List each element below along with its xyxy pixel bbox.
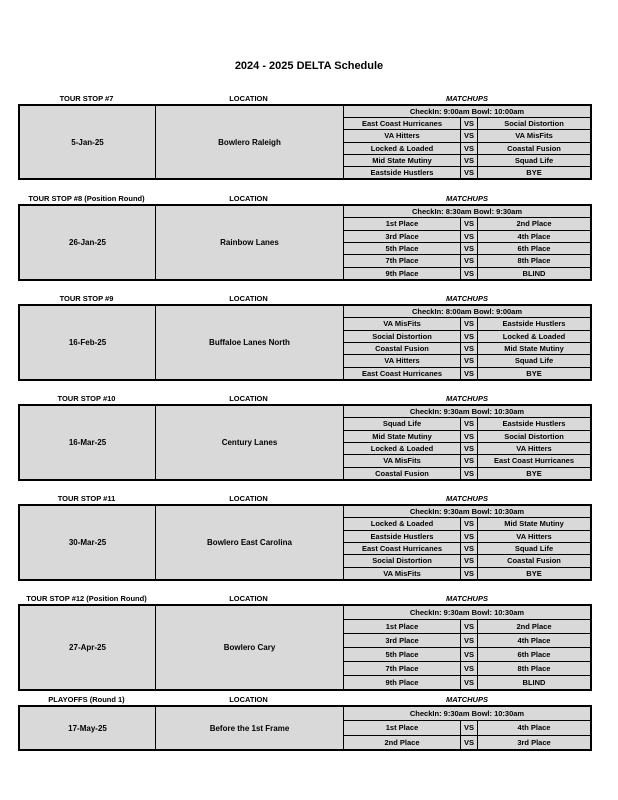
team-a: 1st Place — [344, 218, 461, 229]
vs-label: VS — [461, 721, 478, 734]
vs-label: VS — [461, 543, 478, 554]
location-cell: Buffaloe Lanes North — [156, 306, 344, 379]
tour-stop-section — [18, 494, 592, 581]
vs-label: VS — [461, 318, 478, 329]
vs-label: VS — [461, 368, 478, 379]
tour-stop-label: PLAYOFFS (Round 1) — [48, 695, 125, 704]
matchup-row — [344, 343, 590, 355]
team-b: East Coast Hurricanes — [493, 456, 575, 466]
date-cell: 17-May-25 — [20, 707, 156, 749]
vs-label: VS — [461, 130, 478, 141]
tour-stop-section — [18, 294, 592, 381]
matchups-header: MATCHUPS — [446, 394, 488, 403]
location-cell: Bowlero Cary — [156, 606, 344, 689]
team-b: Squad Life — [514, 356, 554, 366]
vs-label: VS — [461, 143, 478, 154]
team-a: Locked & Loaded — [344, 443, 461, 454]
team-b: Coastal Fusion — [507, 556, 561, 566]
team-a: 5th Place — [344, 243, 461, 254]
matchups-column — [344, 106, 590, 178]
team-a: 3rd Place — [344, 231, 461, 242]
team-a: 7th Place — [344, 255, 461, 266]
date-cell: 30-Mar-25 — [20, 506, 156, 579]
vs-label: VS — [461, 676, 478, 689]
team-b: Coastal Fusion — [507, 143, 561, 153]
team-b: Squad Life — [514, 544, 554, 554]
schedule-table — [18, 604, 592, 691]
vs-label: VS — [461, 468, 478, 479]
vs-label: VS — [461, 736, 478, 749]
matchups-column — [344, 606, 590, 689]
team-a: Mid State Mutiny — [344, 155, 461, 166]
vs-label: VS — [461, 118, 478, 129]
matchups-header: MATCHUPS — [446, 494, 488, 503]
matchup-row — [344, 368, 590, 379]
matchups-header: MATCHUPS — [446, 94, 488, 103]
tour-stop-label: TOUR STOP #11 — [57, 494, 116, 503]
checkin-row: CheckIn: 9:30am Bowl: 10:30am — [344, 606, 590, 620]
vs-label: VS — [461, 431, 478, 442]
team-b: BYE — [526, 468, 542, 478]
team-a: 1st Place — [344, 721, 461, 734]
team-b: BYE — [526, 368, 542, 378]
team-b: 4th Place — [517, 723, 551, 733]
matchups-column — [344, 206, 590, 279]
section-header — [18, 94, 592, 104]
schedule-table — [18, 404, 592, 481]
team-b: 2nd Place — [516, 219, 552, 229]
team-b: Mid State Mutiny — [504, 519, 564, 529]
location-cell: Century Lanes — [156, 406, 344, 479]
checkin-row: CheckIn: 8:00am Bowl: 9:00am — [344, 306, 590, 318]
team-a: Social Distortion — [344, 555, 461, 566]
location-header: LOCATION — [229, 695, 268, 704]
vs-label: VS — [461, 231, 478, 242]
checkin-row: CheckIn: 9:30am Bowl: 10:30am — [344, 506, 590, 518]
location-header: LOCATION — [229, 594, 268, 603]
team-a: 7th Place — [344, 662, 461, 675]
tour-stop-label: TOUR STOP #8 (Position Round) — [28, 194, 145, 203]
matchup-row — [344, 355, 590, 367]
matchup-row — [344, 268, 590, 279]
team-b: VA Hitters — [516, 531, 552, 541]
team-b: BLIND — [522, 678, 546, 687]
checkin-row: CheckIn: 8:30am Bowl: 9:30am — [344, 206, 590, 218]
vs-label: VS — [461, 634, 478, 647]
team-a: 9th Place — [344, 676, 461, 689]
matchup-row — [344, 518, 590, 530]
matchup-row — [344, 468, 590, 479]
section-header — [18, 695, 592, 705]
team-a: East Coast Hurricanes — [344, 118, 461, 129]
team-b: BLIND — [522, 268, 546, 278]
matchup-row — [344, 155, 590, 167]
tour-stop-section — [18, 194, 592, 281]
tour-stop-label: TOUR STOP #12 (Position Round) — [26, 594, 147, 603]
matchups-header: MATCHUPS — [446, 294, 488, 303]
team-a: 1st Place — [344, 620, 461, 633]
date-cell: 26-Jan-25 — [20, 206, 156, 279]
team-a: Eastside Hustlers — [344, 167, 461, 178]
vs-label: VS — [461, 243, 478, 254]
matchup-row — [344, 555, 590, 567]
team-a: Eastside Hustlers — [344, 531, 461, 542]
team-b: 4th Place — [517, 231, 551, 241]
team-a: VA MisFits — [344, 455, 461, 466]
vs-label: VS — [461, 620, 478, 633]
matchup-row — [344, 568, 590, 579]
team-a: Squad Life — [344, 418, 461, 429]
date-cell: 27-Apr-25 — [20, 606, 156, 689]
tour-stop-section — [18, 394, 592, 481]
vs-label: VS — [461, 218, 478, 229]
vs-label: VS — [461, 355, 478, 366]
matchups-column — [344, 406, 590, 479]
team-b: 8th Place — [517, 256, 551, 266]
matchup-row — [344, 455, 590, 467]
page-title: 2024 - 2025 DELTA Schedule — [234, 60, 384, 72]
team-b: 4th Place — [517, 636, 551, 645]
matchup-row — [344, 243, 590, 255]
checkin-row: CheckIn: 9:00am Bowl: 10:00am — [344, 106, 590, 118]
location-cell: Rainbow Lanes — [156, 206, 344, 279]
vs-label: VS — [461, 255, 478, 266]
matchup-row — [344, 543, 590, 555]
schedule-table — [18, 504, 592, 581]
date-cell: 16-Mar-25 — [20, 406, 156, 479]
team-a: Mid State Mutiny — [344, 431, 461, 442]
team-b: VA MisFits — [515, 131, 553, 141]
matchup-row — [344, 118, 590, 130]
team-b: Mid State Mutiny — [504, 344, 564, 354]
matchup-row — [344, 648, 590, 662]
team-b: VA Hitters — [516, 444, 552, 454]
vs-label: VS — [461, 268, 478, 279]
date-cell: 16-Feb-25 — [20, 306, 156, 379]
section-header — [18, 294, 592, 304]
team-a: Locked & Loaded — [344, 143, 461, 154]
team-b: Social Distortion — [504, 119, 564, 129]
location-header: LOCATION — [229, 494, 268, 503]
team-a: Coastal Fusion — [344, 343, 461, 354]
schedule-table — [18, 104, 592, 180]
team-a: VA Hitters — [344, 355, 461, 366]
location-cell: Bowlero East Carolina — [156, 506, 344, 579]
vs-label: VS — [461, 568, 478, 579]
matchup-row — [344, 255, 590, 267]
matchup-row — [344, 662, 590, 676]
team-a: VA Hitters — [344, 130, 461, 141]
matchup-row — [344, 721, 590, 735]
team-a: East Coast Hurricanes — [344, 543, 461, 554]
team-b: 3rd Place — [517, 737, 551, 747]
team-b: 2nd Place — [516, 622, 552, 631]
location-header: LOCATION — [229, 94, 268, 103]
vs-label: VS — [461, 418, 478, 429]
schedule-table — [18, 304, 592, 381]
team-b: Eastside Hustlers — [502, 319, 566, 329]
team-b: Squad Life — [514, 155, 554, 165]
matchups-header: MATCHUPS — [446, 594, 488, 603]
matchup-row — [344, 620, 590, 634]
vs-label: VS — [461, 531, 478, 542]
team-b: BYE — [526, 568, 542, 578]
team-a: VA MisFits — [344, 318, 461, 329]
location-cell: Bowlero Raleigh — [156, 106, 344, 178]
section-header — [18, 194, 592, 204]
checkin-row: CheckIn: 9:30am Bowl: 10:30am — [344, 707, 590, 721]
checkin-row: CheckIn: 9:30am Bowl: 10:30am — [344, 406, 590, 418]
tour-stop-section — [18, 94, 592, 180]
matchup-row — [344, 634, 590, 648]
matchup-row — [344, 331, 590, 343]
matchups-header: MATCHUPS — [446, 194, 488, 203]
team-b: Social Distortion — [504, 431, 564, 441]
matchup-row — [344, 143, 590, 155]
section-header — [18, 394, 592, 404]
location-header: LOCATION — [229, 394, 268, 403]
matchup-row — [344, 676, 590, 689]
vs-label: VS — [461, 555, 478, 566]
vs-label: VS — [461, 331, 478, 342]
matchup-row — [344, 431, 590, 443]
schedule-table — [18, 705, 592, 751]
matchup-row — [344, 736, 590, 749]
location-header: LOCATION — [229, 194, 268, 203]
location-header: LOCATION — [229, 294, 268, 303]
section-header — [18, 594, 592, 604]
vs-label: VS — [461, 662, 478, 675]
vs-label: VS — [461, 518, 478, 529]
matchup-row — [344, 231, 590, 243]
location-cell: Before the 1st Frame — [156, 707, 344, 749]
matchup-row — [344, 218, 590, 230]
matchups-header: MATCHUPS — [446, 695, 488, 704]
matchup-row — [344, 418, 590, 430]
tour-stop-label: TOUR STOP #10 — [57, 394, 116, 403]
vs-label: VS — [461, 343, 478, 354]
team-b: Locked & Loaded — [502, 331, 566, 341]
matchups-column — [344, 506, 590, 579]
vs-label: VS — [461, 167, 478, 178]
matchup-row — [344, 318, 590, 330]
team-b: 6th Place — [517, 650, 551, 659]
team-a: 9th Place — [344, 268, 461, 279]
vs-label: VS — [461, 648, 478, 661]
team-b: 8th Place — [517, 664, 551, 673]
team-a: 2nd Place — [344, 736, 461, 749]
team-a: Coastal Fusion — [344, 468, 461, 479]
matchup-row — [344, 531, 590, 543]
matchup-row — [344, 167, 590, 178]
team-a: East Coast Hurricanes — [344, 368, 461, 379]
team-a: 5th Place — [344, 648, 461, 661]
tour-stop-section — [18, 594, 592, 691]
team-a: Social Distortion — [344, 331, 461, 342]
date-cell: 5-Jan-25 — [20, 106, 156, 178]
tour-stop-section — [18, 695, 592, 751]
vs-label: VS — [461, 443, 478, 454]
matchup-row — [344, 130, 590, 142]
tour-stop-label: TOUR STOP #7 — [59, 94, 114, 103]
vs-label: VS — [461, 455, 478, 466]
team-b: Eastside Hustlers — [502, 419, 566, 429]
matchup-row — [344, 443, 590, 455]
team-a: 3rd Place — [344, 634, 461, 647]
team-b: BYE — [526, 167, 542, 177]
team-a: VA MisFits — [344, 568, 461, 579]
matchups-column — [344, 306, 590, 379]
section-header — [18, 494, 592, 504]
matchups-column — [344, 707, 590, 749]
tour-stop-label: TOUR STOP #9 — [59, 294, 114, 303]
team-b: 6th Place — [517, 244, 551, 254]
team-a: Locked & Loaded — [344, 518, 461, 529]
vs-label: VS — [461, 155, 478, 166]
schedule-table — [18, 204, 592, 281]
